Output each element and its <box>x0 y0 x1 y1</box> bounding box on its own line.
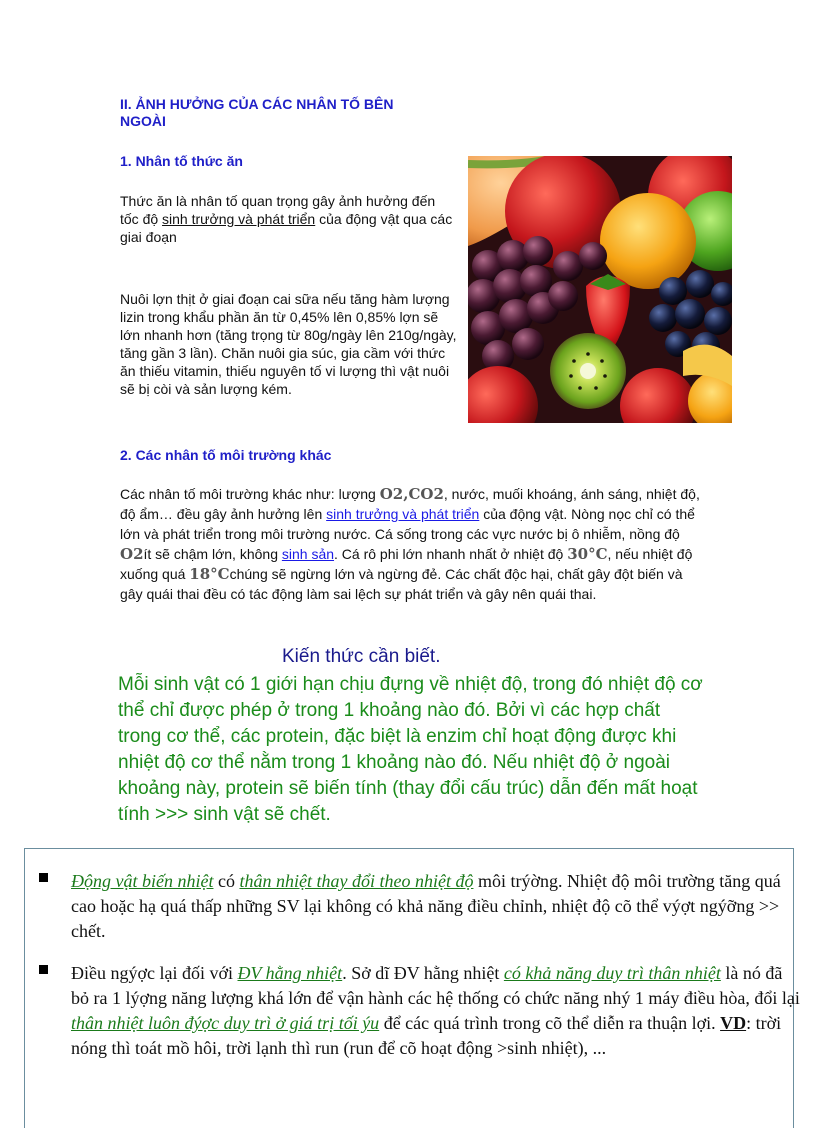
notes-box <box>24 848 800 1128</box>
section-heading-line1: II. ẢNH HƯỞNG CỦA CÁC NHÂN TỐ BÊN <box>120 96 394 112</box>
section-heading-line2: NGOÀI <box>120 113 166 129</box>
growth-link[interactable]: sinh trưởng và phát triển <box>162 211 316 227</box>
growth-development-link[interactable]: sinh trưởng và phát triển <box>326 506 480 522</box>
chem-o2-co2: O2,CO2 <box>379 485 444 503</box>
chem-o2: O2 <box>120 545 144 563</box>
reproduction-link[interactable]: sinh sản <box>281 546 335 562</box>
knowledge-title: Kiến thức cần biết. <box>282 646 441 667</box>
fruit-photo-icon <box>468 156 732 423</box>
section-heading <box>120 96 450 130</box>
subsection-1-paragraph-1: Thức ăn là nhân tố quan trọng gây ảnh hưởng đến tốc độ sinh trưởng và phát triển của động vật qua các giai đoạn <box>120 193 453 245</box>
square-bullet-icon <box>39 965 48 974</box>
subsection-1-title: 1. Nhân tố thức ăn <box>120 153 243 169</box>
knowledge-text: Mỗi sinh vật có 1 giới hạn chịu đựng về nhiệt độ, trong đó nhiệt độ cơ thể chỉ được phép ở trong 1 khoảng nào đó. Bởi vì các hợp chất trong cơ thể, các protein, đặc biệt là enzim chỉ hoạt động được khi nhiệt độ cơ thể nằm trong 1 khoảng nào đó. Nếu nhiệt độ ở ngoài khoảng này, protein sẽ biến tính (thay đổi cấu trúc) dẫn đến mất hoạt tính >>> sinh vật sẽ chết. <box>118 674 703 825</box>
temperature-30: 30°C <box>567 545 608 563</box>
fruit-photo <box>468 156 732 423</box>
temperature-18: 18°C <box>189 565 230 583</box>
bullet-cold-blooded: Động vật biến nhiệt có thân nhiệt thay đổi theo nhiệt độ môi trýờng. Nhiệt độ môi trường tăng quá cao hoặc hạ quá thấp những SV lại không có khả năng điều chỉnh, nhiệt độ cõ thể výợt ngýỡng >> chết. <box>71 869 801 944</box>
subsection-1-paragraph-2: Nuôi lợn thịt ở giai đoạn cai sữa nếu tăng hàm lượng lizin trong khẩu phần ăn từ 0,45% lên 0,85% lợn sẽ lớn nhanh hơn (tăng trọng từ 80g/ngày lên 210g/ngày, tăng gần 3 lần). Chăn nuôi gia súc, gia cầm với thức ăn thiếu vitamin, thiếu nguyên tố vi lượng thì vật nuôi sẽ bị còi và sản lượng kém. <box>120 291 457 397</box>
subsection-2-title: 2. Các nhân tố môi trường khác <box>120 447 332 463</box>
bullet-warm-blooded: Điều ngýợc lại đối với ĐV hằng nhiệt. Sở dĩ ĐV hằng nhiệt có khả năng duy trì thân nhiệt là nó đã bỏ ra 1 lýợng năng lượng khá lớn để vận hành các hệ thống có chức năng nhý 1 máy điều hòa, đổi lại thân nhiệt luôn đýợc duy trì ở giá trị tối ýu để các quá trình trong cõ thể diễn ra thuận lợi. VD: trời nóng thì toát mồ hôi, trời lạnh thì run (run để cõ hoạt động >sinh nhiệt), ... <box>71 961 801 1061</box>
square-bullet-icon <box>39 873 48 882</box>
subsection-2-paragraph: Các nhân tố môi trường khác như: lượng O2,CO2, nước, muối khoáng, ánh sáng, nhiệt độ, độ ẩm… đều gây ảnh hưởng lên sinh trưởng và phát triển của động vật. Nòng nọc chỉ có thể lớn và phát triển trong môi trường nước. Cá sống trong các vực nước bị ô nhiễm, nồng độ O2ít sẽ chậm lớn, không sinh sản. Cá rô phi lớn nhanh nhất ở nhiệt độ 30°C, nếu nhiệt độ xuống quá 18°Cchúng sẽ ngừng lớn và ngừng đẻ. Các chất độc hại, chất gây đột biến và gây quái thai đều có tác động làm sai lệch sự phát triển và gây nên quái thai. <box>120 485 700 602</box>
